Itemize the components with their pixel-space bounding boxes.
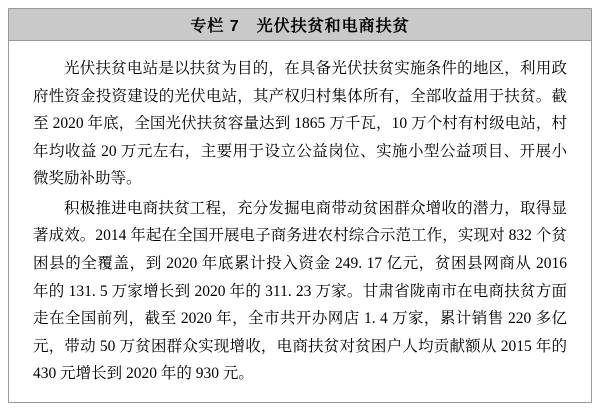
page-title: 专栏 7 光伏扶贫和电商扶贫 [190, 18, 410, 35]
callout-box [8, 8, 592, 403]
callout-body [9, 41, 591, 402]
paragraph-1: 光伏扶贫电站是以扶贫为目的，在具备光伏扶贫实施条件的地区，利用政府性资金投资建设的光伏电站，其产权归村集体所有，全部收益用于扶贫。截至 2020 年底，全国光伏扶贫容量达到 1865 万千瓦，10 万个村有村级电站，村年均收益 20 万元左右，主要用于设立公益岗位、实施小型公益项目、开展小微奖励补助等。 [33, 60, 567, 188]
callout-title-bar [9, 9, 591, 41]
paragraph-2: 积极推进电商扶贫工程，充分发掘电商带动贫困群众增收的潜力，取得显著成效。2014 年起在全国开展电子商务进农村综合示范工作，实现对 832 个贫困县的全覆盖，到 2020 年底累计投入资金 249. 17 亿元，贫困县网商从 2016 年的 131. 5 万家增长到 2020 年的 311. 23 万家。甘肃省陇南市在电商扶贫方面走在全国前列，截至 2020 年，全市共开办网店 1. 4 万家，累计销售 220 多亿元，带动 50 万贫困群众实现增收，电商扶贫对贫困户人均贡献额从 2015 年的 430 元增长到 2020 年的 930 元。 [33, 199, 567, 383]
